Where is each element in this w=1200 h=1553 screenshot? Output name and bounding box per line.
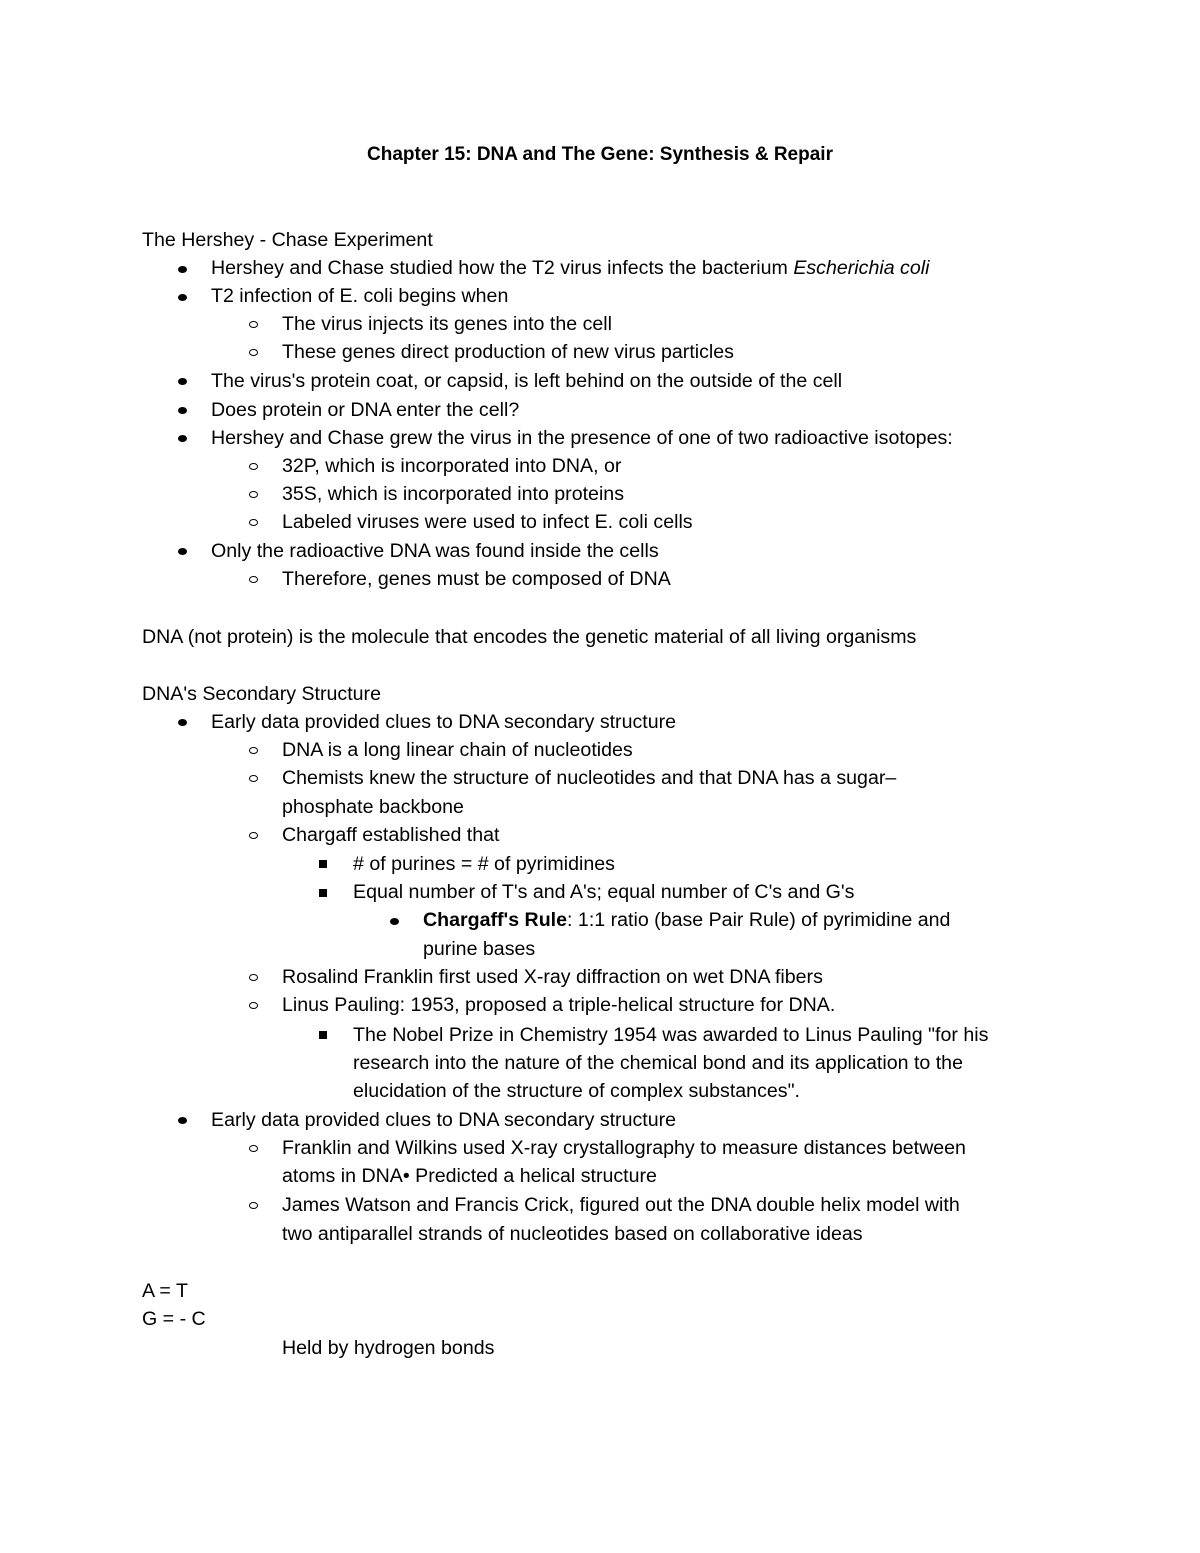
square-bullet-icon bbox=[319, 860, 327, 868]
list-item: Linus Pauling: 1953, proposed a triple-helical structure for DNA. bbox=[282, 994, 836, 1016]
list-item: These genes direct production of new virus particles bbox=[282, 341, 734, 363]
base-pair-at: A = T bbox=[142, 1280, 188, 1302]
disc-bullet-icon bbox=[178, 719, 187, 726]
list-item: The virus's protein coat, or capsid, is left behind on the outside of the cell bbox=[211, 370, 843, 392]
list-item: Therefore, genes must be composed of DNA bbox=[282, 568, 671, 590]
disc-bullet-icon bbox=[178, 1117, 187, 1124]
list-item: Equal number of T's and A's; equal number of C's and G's bbox=[353, 881, 855, 903]
list-item: Early data provided clues to DNA secondary structure bbox=[211, 1109, 677, 1131]
list-item: Hershey and Chase studied how the T2 virus infects the bacterium Escherichia coli bbox=[211, 257, 930, 279]
disc-bullet-icon bbox=[178, 294, 187, 301]
circle-bullet-icon bbox=[249, 747, 258, 754]
list-item: Hershey and Chase grew the virus in the presence of one of two radioactive isotopes: bbox=[211, 427, 953, 449]
list-item-continuation: two antiparallel strands of nucleotides based on collaborative ideas bbox=[282, 1223, 863, 1245]
circle-bullet-icon bbox=[249, 974, 258, 981]
list-item-continuation: purine bases bbox=[423, 938, 536, 960]
circle-bullet-icon bbox=[249, 321, 258, 328]
circle-bullet-icon bbox=[249, 576, 258, 583]
circle-bullet-icon bbox=[249, 463, 258, 470]
circle-bullet-icon bbox=[249, 1202, 258, 1209]
disc-bullet-icon bbox=[178, 407, 187, 414]
list-item: 32P, which is incorporated into DNA, or bbox=[282, 455, 622, 477]
chargaffs-rule-term: Chargaff's Rule bbox=[423, 909, 568, 931]
disc-bullet-icon bbox=[178, 435, 187, 442]
list-item: Chargaff established that bbox=[282, 824, 500, 846]
list-item: Chemists knew the structure of nucleotides and that DNA has a sugar– bbox=[282, 767, 897, 789]
base-pair-gc: G = - C bbox=[142, 1308, 206, 1330]
list-item: Labeled viruses were used to infect E. coli cells bbox=[282, 511, 693, 533]
circle-bullet-icon bbox=[249, 1145, 258, 1152]
list-item: Franklin and Wilkins used X-ray crystallography to measure distances between bbox=[282, 1137, 966, 1159]
list-item: Does protein or DNA enter the cell? bbox=[211, 399, 520, 421]
list-item: T2 infection of E. coli begins when bbox=[211, 285, 509, 307]
list-item: Only the radioactive DNA was found inside the cells bbox=[211, 540, 659, 562]
square-bullet-icon bbox=[319, 1031, 327, 1039]
disc-bullet-icon bbox=[178, 548, 187, 555]
circle-bullet-icon bbox=[249, 1002, 258, 1009]
circle-bullet-icon bbox=[249, 349, 258, 356]
list-item: The Nobel Prize in Chemistry 1954 was awarded to Linus Pauling "for his bbox=[353, 1024, 989, 1046]
list-item-continuation: research into the nature of the chemical bond and its application to the bbox=[353, 1052, 963, 1074]
list-item: Rosalind Franklin first used X-ray diffraction on wet DNA fibers bbox=[282, 966, 823, 988]
list-item: James Watson and Francis Crick, figured out the DNA double helix model with bbox=[282, 1194, 960, 1216]
circle-bullet-icon bbox=[249, 519, 258, 526]
disc-bullet-icon bbox=[390, 918, 399, 925]
list-item: 35S, which is incorporated into proteins bbox=[282, 483, 624, 505]
summary-statement: DNA (not protein) is the molecule that encodes the genetic material of all living organisms bbox=[142, 626, 917, 648]
list-item: Early data provided clues to DNA secondary structure bbox=[211, 711, 677, 733]
list-item: The virus injects its genes into the cell bbox=[282, 313, 612, 335]
section-heading-secondary-structure: DNA's Secondary Structure bbox=[142, 683, 381, 705]
square-bullet-icon bbox=[319, 889, 327, 897]
list-item: Chargaff's Rule: 1:1 ratio (base Pair Rule) of pyrimidine and bbox=[423, 909, 951, 931]
list-item: # of purines = # of pyrimidines bbox=[353, 853, 615, 875]
list-item: DNA is a long linear chain of nucleotides bbox=[282, 739, 633, 761]
disc-bullet-icon bbox=[178, 266, 187, 273]
section-heading-hershey-chase: The Hershey - Chase Experiment bbox=[142, 229, 433, 251]
circle-bullet-icon bbox=[249, 775, 258, 782]
list-item-continuation: atoms in DNA• Predicted a helical structure bbox=[282, 1165, 657, 1187]
circle-bullet-icon bbox=[249, 832, 258, 839]
disc-bullet-icon bbox=[178, 378, 187, 385]
list-item-continuation: phosphate backbone bbox=[282, 796, 464, 818]
page-title: Chapter 15: DNA and The Gene: Synthesis & Repair bbox=[367, 144, 833, 165]
circle-bullet-icon bbox=[249, 491, 258, 498]
list-item-continuation: elucidation of the structure of complex substances". bbox=[353, 1080, 800, 1102]
hydrogen-bond-note: Held by hydrogen bonds bbox=[282, 1337, 495, 1359]
